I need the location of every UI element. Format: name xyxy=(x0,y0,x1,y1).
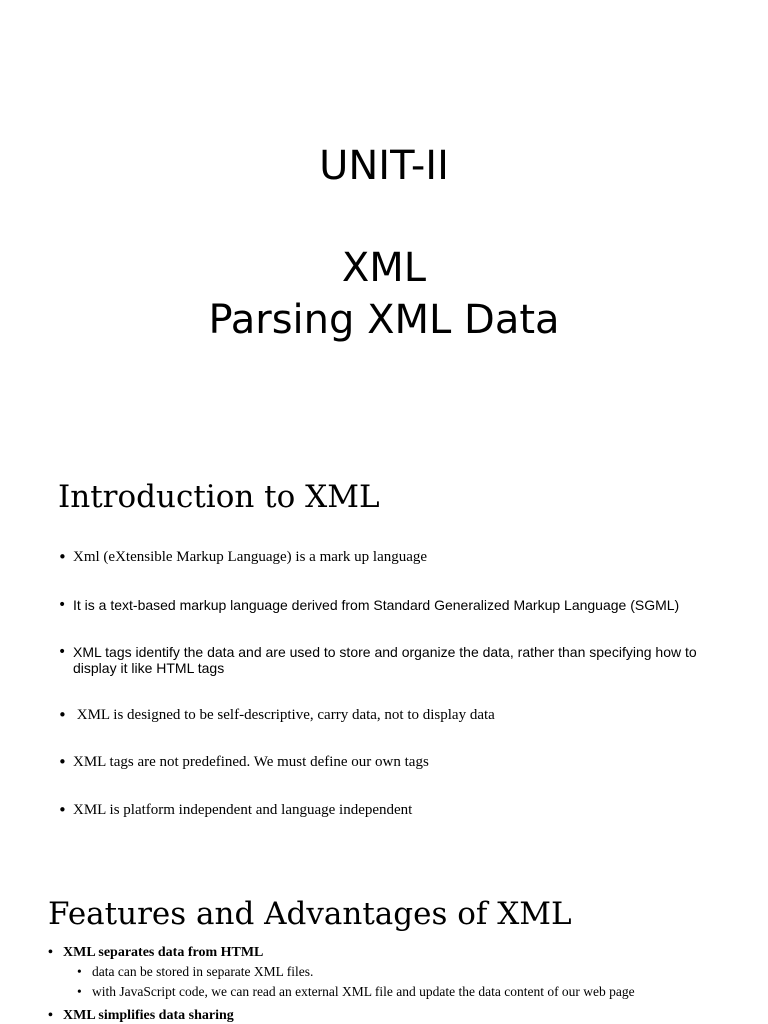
intro-bullet xyxy=(58,644,718,676)
bullet-dot: • xyxy=(77,964,82,979)
bullet-dot: • xyxy=(77,984,82,999)
intro-bullet xyxy=(58,754,718,770)
feature-text: XML separates data from HTML xyxy=(63,945,264,960)
bullet-dot: • xyxy=(58,753,67,771)
feature-text: XML simplifies data sharing xyxy=(63,1008,234,1023)
bullet-dot: • xyxy=(48,945,53,960)
intro-bullet xyxy=(58,549,718,565)
bullet-text: XML tags identify the data and are used to store and organize the data, rather than specifying how to display it like HTML tags xyxy=(73,644,697,676)
bullet-text: XML tags are not predefined. We must define our own tags xyxy=(73,754,429,770)
slide-subtitle: Parsing XML Data xyxy=(208,297,560,343)
bullet-dot: • xyxy=(48,1008,53,1023)
intro-bullet xyxy=(58,707,718,723)
intro-bullet xyxy=(58,597,718,613)
bullet-dot: • xyxy=(58,548,67,566)
feature-subitem xyxy=(77,984,635,1000)
feature-item xyxy=(48,1008,234,1024)
bullet-text: XML is designed to be self-descriptive, carry data, not to display data xyxy=(73,707,495,723)
bullet-dot: • xyxy=(58,644,67,660)
bullet-text: XML is platform independent and language independent xyxy=(73,802,413,818)
features-heading: Features and Advantages of XML xyxy=(48,896,572,932)
topic-title: XML xyxy=(341,245,427,291)
feature-item xyxy=(48,945,263,961)
bullet-dot: • xyxy=(58,706,67,724)
bullet-text: Xml (eXtensible Markup Language) is a mark up language xyxy=(73,549,428,565)
bullet-dot: • xyxy=(58,597,67,613)
intro-heading: Introduction to XML xyxy=(58,479,380,515)
feature-text: with JavaScript code, we can read an external XML file and update the data content of our web page xyxy=(92,984,635,999)
bullet-dot: • xyxy=(58,801,67,819)
unit-title: UNIT-II xyxy=(319,143,449,189)
intro-bullet xyxy=(58,802,718,818)
feature-subitem xyxy=(77,964,313,980)
feature-text: data can be stored in separate XML files. xyxy=(92,964,314,979)
bullet-text: It is a text-based markup language derived from Standard Generalized Markup Language (SGML) xyxy=(73,597,680,613)
